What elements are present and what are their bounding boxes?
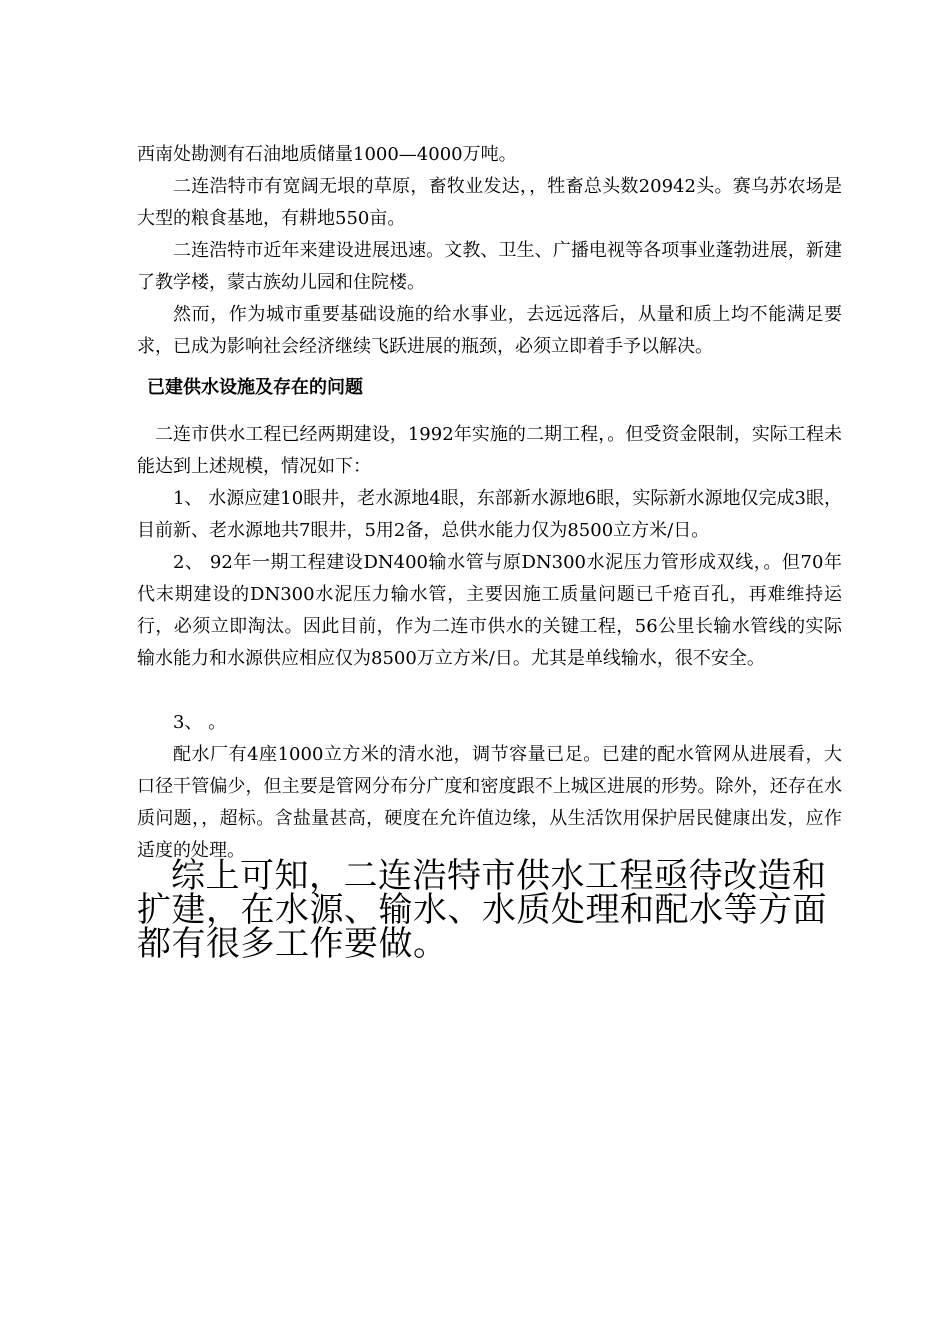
list-item-three: 3、 。 [173,712,227,733]
list-item-water-source: 1、 水源应建10眼井，老水源地4眼，东部新水源地6眼，实际新水源地仅完成3眼，目前新、老水源地共7眼井，5用2备，总供水能力仅为8500立方米/日。 [137,488,842,541]
paragraph-grassland: 二连浩特市有宽阔无垠的草原，畜牧业发达，，牲畜总头数20942头。赛乌苏农场是大型的粮食基地，有耕地550亩。 [137,176,842,229]
paragraph-oil-reserves: 西南处勘测有石油地质储量1000—4000万吨。 [137,144,517,165]
paragraph-distribution: 配水厂有4座1000立方米的清水池，调节容量已足。已建的配水管网从进展看，大口径干管偏少，但主要是管网分布分广度和密度跟不上城区进展的形势。除外，还存在水质问题，，超标。含盐量甚高，硬度在允许值边缘，从生活饮用保护居民健康出发，应作适度的处理。 [137,744,842,861]
paragraph-supply-overview: 二连市供水工程已经两期建设，1992年实施的二期工程，。但受资金限制，实际工程未能达到上述规模，情况如下： [137,424,842,477]
list-item-pipeline: 2、 92年一期工程建设DN400输水管与原DN300水泥压力管形成双线，。但70年代末期建设的DN300水泥压力输水管，主要因施工质量问题已千疮百孔，再难维持运行，必须立即淘汰。因此目前，作为二连市供水的关键工程，56公里长输水管线的实际输水能力和水源供应相应仅为8500万立方米/日。尤其是单线输水，很不安全。 [137,552,842,669]
paragraph-development: 二连浩特市近年来建设进展迅速。文教、卫生、广播电视等各项事业蓬勃进展，新建了教学楼，蒙古族幼儿园和住院楼。 [137,240,842,293]
section-heading: 已建供水设施及存在的问题 [147,377,363,398]
paragraph-water-problem: 然而，作为城市重要基础设施的给水事业，去远远落后，从量和质上均不能满足要求，已成为影响社会经济继续飞跃进展的瓶颈，必须立即着手予以解决。 [137,304,842,357]
conclusion-paragraph: 综上可知，二连浩特市供水工程亟待改造和扩建，在水源、输水、水质处理和配水等方面都有很多工作要做。 [137,856,827,964]
